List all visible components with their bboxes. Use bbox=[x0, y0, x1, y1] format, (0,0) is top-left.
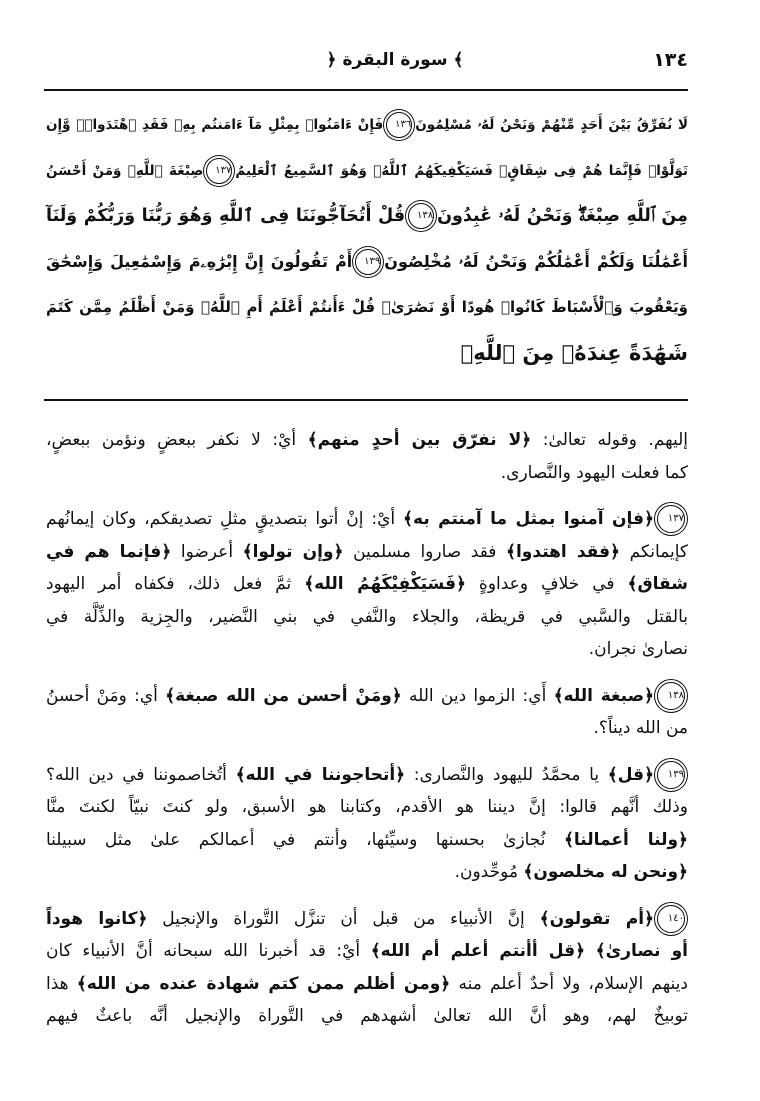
line-text: أَي: الزموا دين الله bbox=[401, 685, 554, 706]
quoted-verse-text: ﴿قل أأنتم أعلم أم الله﴾ bbox=[370, 941, 586, 961]
line-text: هذا bbox=[46, 973, 77, 994]
line-text: أيْ: قد أخبرنا الله سبحانه أنَّ الأنبياء كان bbox=[46, 941, 371, 961]
commentary-line bbox=[46, 1001, 688, 1031]
quoted-verse-text: ﴿فإن آمنوا بمثل ما آمنتم به﴾ bbox=[403, 509, 654, 529]
line-text: مِنَ ٱللَّهِ صِبْغَةًۖ وَنَحْنُ لَهُۥ عَٰبِدُونَ bbox=[437, 206, 688, 226]
commentary-line bbox=[46, 760, 688, 790]
commentary-line bbox=[46, 458, 688, 488]
ayah-number-marker: ١٣٨ bbox=[408, 203, 434, 229]
quoted-verse-text: ﴿قل﴾ bbox=[607, 764, 654, 785]
commentary-line bbox=[46, 825, 688, 855]
quoted-verse-text: أو نصارىٰ﴾ bbox=[595, 941, 689, 961]
line-text: ثمَّ فعل ذلك، فكفاه أمر اليهود bbox=[46, 574, 305, 594]
line-text: فقد صاروا مسلمين bbox=[343, 541, 507, 562]
quoted-verse-text: ﴿فإنما هم في bbox=[46, 541, 172, 562]
line-text: تَوَلَّوْا۟ فَإِنَّمَا هُمْ فِى شِقَاقٍۖ فَسَيَكْفِيكَهُمُ ٱللَّهُۚ وَهُوَ ٱلسَّمِيعُ ٱلْعَلِيمُ bbox=[235, 162, 688, 179]
surah-title: ﴿ سورة البقرة ﴾ bbox=[326, 50, 464, 70]
line-text: شَهَٰدَةً عِندَهُۥ مِنَ ٱللَّهِۗ bbox=[460, 340, 688, 365]
commentary-line bbox=[46, 713, 688, 743]
line-text: من الله ديناً؟. bbox=[593, 718, 688, 738]
line-text: في خلافٍ وعداوةٍ bbox=[465, 574, 628, 594]
quoted-verse-text: ﴿أم تقولون﴾ bbox=[539, 908, 654, 929]
commentary-line bbox=[46, 569, 688, 599]
quran-line bbox=[46, 105, 688, 145]
line-text: نصارىٰ نجران. bbox=[588, 639, 688, 659]
quran-line bbox=[46, 196, 688, 236]
quoted-verse-text: ﴿ولنا أعمالنا﴾ bbox=[563, 829, 688, 850]
line-text: لَا نُفَرِّقُ بَيْنَ أَحَدٍ مِّنْهُمْ وَنَحْنُ لَهُۥ مُسْلِمُونَ bbox=[415, 117, 688, 133]
commentary-line bbox=[46, 425, 688, 455]
commentary-line bbox=[46, 681, 688, 711]
line-text: أتُخاصموننا في دين الله؟ bbox=[46, 764, 236, 785]
line-text: نُجازىٰ بحسنها وسيِّئها، وأنتم في أعمالكم علىٰ مثل سبيلنا bbox=[46, 829, 564, 850]
quoted-verse-text: ﴿صبغة الله﴾ bbox=[553, 685, 654, 706]
commentary-line bbox=[46, 792, 688, 822]
line-text bbox=[585, 941, 596, 961]
ayah-number-marker: ١٣٦ bbox=[386, 112, 412, 138]
ayah-number-marker: ١٣٧ bbox=[657, 505, 685, 533]
commentary-line bbox=[46, 857, 688, 887]
commentary-line bbox=[46, 936, 688, 966]
line-text: إنَّ الأنبياء من قبل أن تنزَّل التَّوراة والإنجيل bbox=[147, 908, 540, 929]
line-text: مُوحِّدون. bbox=[454, 862, 524, 882]
line-text: يا محمَّدُ لليهود والنَّصارى: bbox=[405, 764, 608, 785]
header-divider bbox=[44, 89, 688, 91]
ayah-number-marker: ١٣٧ bbox=[206, 158, 232, 184]
quran-line bbox=[46, 151, 688, 191]
line-text: صِبْغَةَ ٱللَّهِۖ وَمَنْ أَحْسَنُ bbox=[46, 162, 204, 179]
quoted-verse-text: ﴿وإن تولوا﴾ bbox=[242, 541, 344, 562]
line-text: أعرضوا bbox=[171, 541, 243, 562]
line-text: كإيمانكم bbox=[620, 541, 689, 562]
quoted-verse-text: ﴿فقد اهتدوا﴾ bbox=[506, 541, 620, 562]
quran-line bbox=[46, 242, 688, 282]
quoted-verse-text: ﴿لا نفرّق بين أحدٍ منهم﴾ bbox=[307, 430, 532, 450]
commentary-line bbox=[46, 969, 688, 999]
quoted-verse-text: شقاق﴾ bbox=[627, 574, 688, 594]
line-text: أَعْمَٰلُنَا وَلَكُمْ أَعْمَٰلُكُمْ وَنَحْنُ لَهُۥ مُخْلِصُونَ bbox=[384, 251, 688, 271]
line-text: وَيَعْقُوبَ وَٱلْأَسْبَاطَ كَانُوا۟ هُودًا أَوْ نَصَٰرَىٰۗ قُلْ ءَأَنتُمْ أَعْلَمُ أَمِ ٱللَّهُۗ وَمَنْ أَظْلَمُ مِمَّن كَتَمَ bbox=[46, 298, 688, 316]
ayah-number-marker: ١٣٨ bbox=[657, 682, 685, 710]
quoted-verse-text: ﴿كانوا هوداً bbox=[46, 908, 148, 929]
line-text: أيْ: إنْ أتوا بتصديقٍ مثلِ تصديقكم، وكان إيمانُهم bbox=[46, 509, 404, 529]
ayah-number-marker: ١٣٩ bbox=[657, 761, 685, 789]
commentary-line bbox=[46, 602, 688, 632]
commentary-line bbox=[46, 634, 688, 664]
section-divider bbox=[44, 399, 688, 401]
line-text: أي: ومَنْ أحسنُ bbox=[46, 685, 166, 706]
quoted-verse-text: ﴿ومَنْ أحسن من الله صبغة﴾ bbox=[165, 685, 402, 706]
quran-line bbox=[46, 287, 688, 327]
quran-line bbox=[46, 333, 688, 373]
commentary-line bbox=[46, 504, 688, 534]
page-number: ١٣٤ bbox=[653, 49, 688, 71]
commentary-line bbox=[46, 904, 688, 934]
quoted-verse-text: ﴿ونحن له مخلصون﴾ bbox=[523, 862, 688, 882]
quoted-verse-text: ﴿ومن أظلم ممن كتم شهادة عنده من الله﴾ bbox=[76, 973, 451, 994]
ayah-number-marker: ١٤٠ bbox=[657, 905, 685, 933]
line-text: فَإِنْ ءَامَنُوا۟ بِمِثْلِ مَآ ءَامَنتُم بِهِۦ فَقَدِ ٱهْتَدَوا۟ۖ وَّإِن bbox=[46, 117, 384, 133]
line-text: أيْ: لا نكفر ببعضٍ ونؤمن ببعضٍ، bbox=[46, 430, 308, 450]
quoted-verse-text: ﴿فَسَيَكْفِيْكَهُمُ الله﴾ bbox=[304, 574, 466, 594]
line-text: توبيخٌ لهم، وهو أنَّ الله تعالىٰ أشهدهم في التَّوراة والإنجيل أنَّه باعثٌ فيهم bbox=[46, 1006, 688, 1026]
quoted-verse-text: ﴿أتحاجوننا في الله﴾ bbox=[235, 764, 406, 785]
line-text: بالقتل والسَّبي في قريظة، والجلاء والنَّفي في بني النَّضير، والجِزية والذِّلَّة في bbox=[46, 606, 688, 627]
ayah-number-marker: ١٣٩ bbox=[355, 249, 381, 275]
line-text: وذلك أنَّهم قالوا: إنَّ ديننا هو الأقدم، وكتابنا هو الأسبق، ولو كنتَ نبيّاً لكنتَ منَّا bbox=[46, 797, 688, 817]
line-text: إليهم. وقوله تعالىٰ: bbox=[531, 430, 689, 450]
line-text: دينهم الإسلام، ولا أحدٌ أعلم منه bbox=[450, 973, 688, 994]
line-text: كما فعلت اليهود والنَّصارى. bbox=[500, 462, 688, 483]
commentary-line bbox=[46, 537, 688, 567]
line-text: أَمْ تَقُولُونَ إِنَّ إِبْرَٰهِۦمَ وَإِسْمَٰعِيلَ وَإِسْحَٰقَ bbox=[46, 251, 353, 271]
line-text: قُلْ أَتُحَآجُّونَنَا فِى ٱللَّهِ وَهُوَ رَبُّنَا وَرَبُّكُمْ وَلَنَآ bbox=[46, 206, 406, 226]
